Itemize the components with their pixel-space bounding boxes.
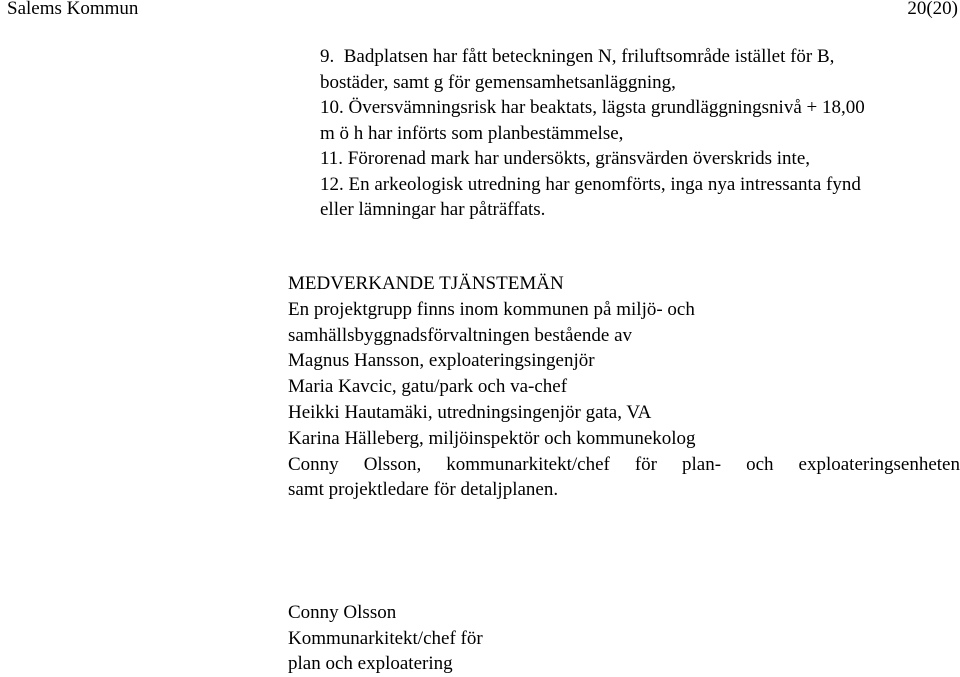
word: och xyxy=(746,453,774,475)
page-number: 20(20) xyxy=(907,0,958,19)
list-number: 10. xyxy=(320,97,344,118)
word: Olsson, xyxy=(363,453,422,475)
section-intro-line: En projektgrupp finns inom kommunen på miljö- och xyxy=(288,298,695,320)
section-intro-line: samhällsbyggnadsförvaltningen bestående av xyxy=(288,324,633,346)
list-number: 9. xyxy=(320,46,335,67)
signature-title: Kommunarkitekt/chef för xyxy=(288,627,483,649)
word: plan- xyxy=(682,453,722,475)
list-item xyxy=(320,172,960,223)
word: Conny xyxy=(288,453,339,475)
staff-member: Magnus Hansson, exploateringsingenjör xyxy=(288,350,595,372)
list-text: Förorenad mark har undersökts, gränsvärden överskrids inte, xyxy=(347,148,811,169)
staff-member: Maria Kavcic, gatu/park och va-chef xyxy=(288,376,568,398)
numbered-list xyxy=(320,44,960,223)
word: kommunarkitekt/chef xyxy=(446,453,610,475)
list-item xyxy=(320,95,960,146)
list-text: Badplatsen har fått beteckningen N, friluftsområde istället för B, xyxy=(343,46,835,67)
list-text: En arkeologisk utredning har genomförts, inga nya intressanta fynd xyxy=(348,173,861,195)
staff-member-justified xyxy=(288,452,960,478)
word: för xyxy=(634,453,657,475)
list-text-continuation: bostäder, samt g för gemensamhetsanläggning, xyxy=(320,71,676,93)
staff-member: Karina Hälleberg, miljöinspektör och kommunekolog xyxy=(288,427,696,449)
staff-section xyxy=(288,271,960,503)
list-number: 12. xyxy=(320,173,344,195)
signature-title: plan och exploatering xyxy=(288,653,453,674)
signature-name: Conny Olsson xyxy=(288,602,397,623)
list-text: Översvämningsrisk har beaktats, lägsta grundläggningsnivå + 18,00 xyxy=(348,97,865,118)
staff-member-continuation: samt projektledare för detaljplanen. xyxy=(288,479,559,501)
section-heading: MEDVERKANDE TJÄNSTEMÄN xyxy=(288,273,564,294)
list-text-continuation: eller lämningar har påträffats. xyxy=(320,199,546,220)
list-text-continuation: m ö h har införts som planbestämmelse, xyxy=(320,122,624,144)
signature-block xyxy=(288,600,688,677)
staff-member: Heikki Hautamäki, utredningsingenjör gata, VA xyxy=(288,401,652,423)
list-item xyxy=(320,44,960,95)
header-organization: Salems Kommun xyxy=(7,0,139,19)
list-number: 11. xyxy=(320,148,344,169)
list-item xyxy=(320,146,960,172)
word: exploateringsenheten xyxy=(798,453,960,475)
